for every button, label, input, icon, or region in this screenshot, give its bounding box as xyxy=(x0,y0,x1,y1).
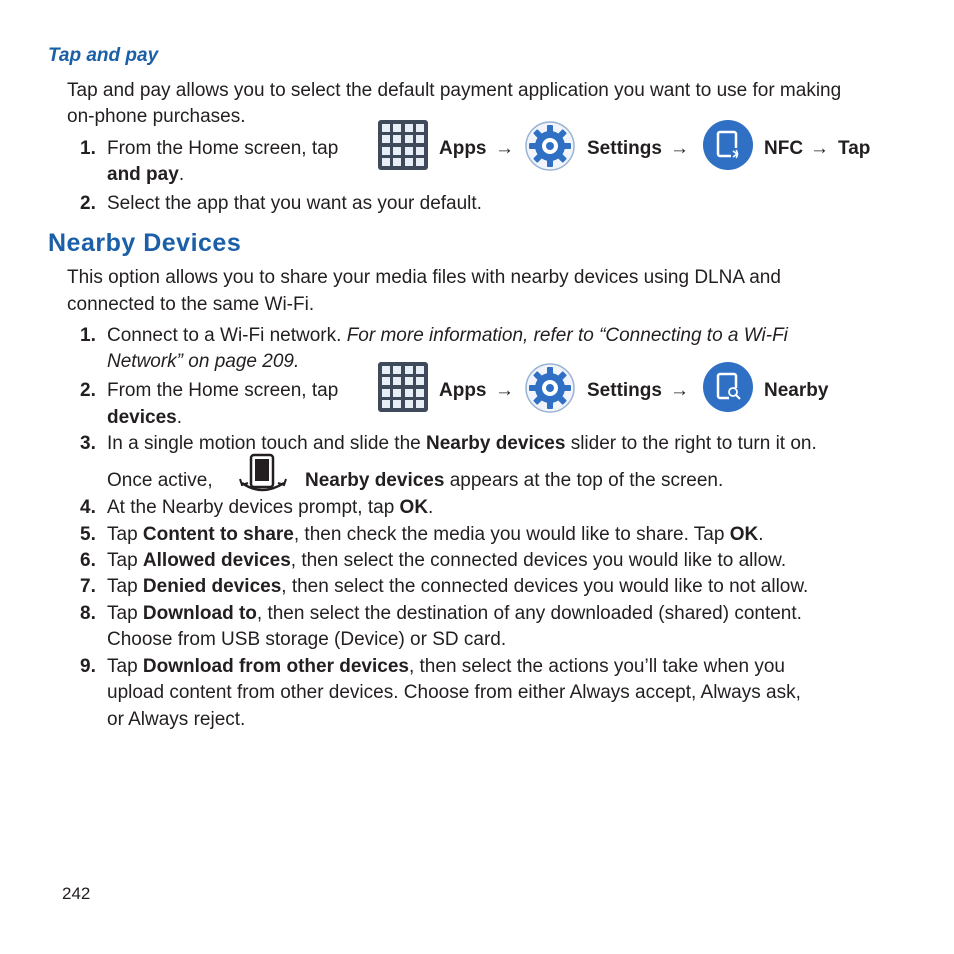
tap-label: Tap xyxy=(838,138,871,159)
arrow: → xyxy=(810,138,829,159)
download-to-label: Download to xyxy=(142,603,257,624)
tap-and-pay-heading: Tap and pay xyxy=(48,45,159,66)
step-number: 1. xyxy=(80,325,96,346)
apps-label: Apps xyxy=(439,380,487,401)
step-text-pre: Tap xyxy=(107,603,138,624)
step-text xyxy=(107,601,802,627)
nearby-label: Nearby xyxy=(764,380,829,401)
tap-and-pay-intro-line1: Tap and pay allows you to select the default payment application you want to use for making xyxy=(67,80,842,101)
nearby-devices-label: Nearby devices xyxy=(426,433,566,454)
step-text xyxy=(107,431,817,457)
settings-label: Settings xyxy=(587,138,662,159)
step-text-post: , then select the actions you’ll take when you xyxy=(408,656,785,677)
step-text xyxy=(107,495,433,521)
step-text: Select the app that you want as your default. xyxy=(107,193,482,214)
period: . xyxy=(176,407,183,428)
period: . xyxy=(758,524,764,545)
step-text-cont: or Always reject. xyxy=(107,709,246,730)
allowed-devices-label: Allowed devices xyxy=(142,550,291,571)
step-text-cont: upload content from other devices. Choose from either Always accept, Always ask, xyxy=(107,682,801,703)
step-text: From the Home screen, tap xyxy=(107,138,339,159)
nearby-devices-heading: Nearby Devices xyxy=(48,229,242,257)
step-text-cont: Choose from USB storage (Device) or SD card. xyxy=(107,629,507,650)
arrow: → xyxy=(670,138,689,159)
step-text-post: , then select the connected devices you would like to not allow. xyxy=(281,576,809,597)
step-number: 8. xyxy=(80,603,96,624)
settings-label: Settings xyxy=(587,380,662,401)
apps-label: Apps xyxy=(439,138,487,159)
step-text-post: slider to the right to turn it on. xyxy=(570,433,817,454)
devices-label: devices xyxy=(107,407,177,428)
reference-link-cont: Network” on page 209. xyxy=(107,351,300,372)
page-number: 242 xyxy=(62,884,91,903)
step-text xyxy=(107,654,785,680)
step-text xyxy=(107,548,786,574)
step-number: 3. xyxy=(80,433,96,454)
once-active-post: appears at the top of the screen. xyxy=(449,470,724,491)
step-text-main: Connect to a Wi-Fi network. xyxy=(107,325,342,346)
nfc-icon xyxy=(703,120,753,170)
step-text: From the Home screen, tap xyxy=(107,380,339,401)
step-text-mid: , then check the media you would like to share. Tap xyxy=(293,524,725,545)
step-number: 1. xyxy=(80,138,96,159)
once-active-text: Once active, xyxy=(107,470,213,491)
content-to-share-label: Content to share xyxy=(142,524,294,545)
apps-grid-icon xyxy=(378,120,428,170)
nearby-intro-line1: This option allows you to share your media files with nearby devices using DLNA and xyxy=(67,267,781,288)
step-text-pre: Tap xyxy=(107,524,138,545)
step-text xyxy=(107,574,808,600)
step-text-pre: At the Nearby devices prompt, tap xyxy=(107,497,395,518)
step-number: 2. xyxy=(80,193,96,214)
step-text xyxy=(107,323,788,349)
step-text-post: , then select the connected devices you would like to allow. xyxy=(290,550,787,571)
step-text-post: , then select the destination of any downloaded (shared) content. xyxy=(256,603,802,624)
step-text-cont xyxy=(107,162,184,188)
nearby-devices-status-icon xyxy=(236,453,290,499)
tap-and-pay-intro-line2: on-phone purchases. xyxy=(67,106,246,127)
nearby-intro-line2: connected to the same Wi-Fi. xyxy=(67,294,315,315)
ok-label: OK xyxy=(399,497,429,518)
nfc-label: NFC xyxy=(764,138,804,159)
step-text xyxy=(107,522,764,548)
step-text-pre: Tap xyxy=(107,576,138,597)
ok-label: OK xyxy=(729,524,759,545)
step-number: 9. xyxy=(80,656,96,677)
arrow: → xyxy=(495,138,514,159)
step-text-pre: In a single motion touch and slide the xyxy=(107,433,421,454)
apps-grid-icon xyxy=(378,362,428,412)
settings-gear-icon xyxy=(523,119,577,173)
once-active-cont xyxy=(305,468,723,494)
step-text-pre: Tap xyxy=(107,656,138,677)
step-text-cont xyxy=(107,405,182,431)
download-from-other-devices-label: Download from other devices xyxy=(142,656,409,677)
reference-link: For more information, refer to “Connecting to a Wi-Fi xyxy=(346,325,788,346)
nearby-devices-icon xyxy=(703,362,753,412)
arrow: → xyxy=(495,380,514,401)
nearby-devices-label: Nearby devices xyxy=(305,470,445,491)
and-pay-label: and pay xyxy=(107,164,179,185)
step-number: 6. xyxy=(80,550,96,571)
step-number: 7. xyxy=(80,576,96,597)
settings-gear-icon xyxy=(523,361,577,415)
step-number: 5. xyxy=(80,524,96,545)
arrow: → xyxy=(670,380,689,401)
denied-devices-label: Denied devices xyxy=(142,576,282,597)
period: . xyxy=(178,164,185,185)
period: . xyxy=(428,497,434,518)
step-number: 2. xyxy=(80,380,96,401)
step-number: 4. xyxy=(80,497,96,518)
step-text-pre: Tap xyxy=(107,550,138,571)
